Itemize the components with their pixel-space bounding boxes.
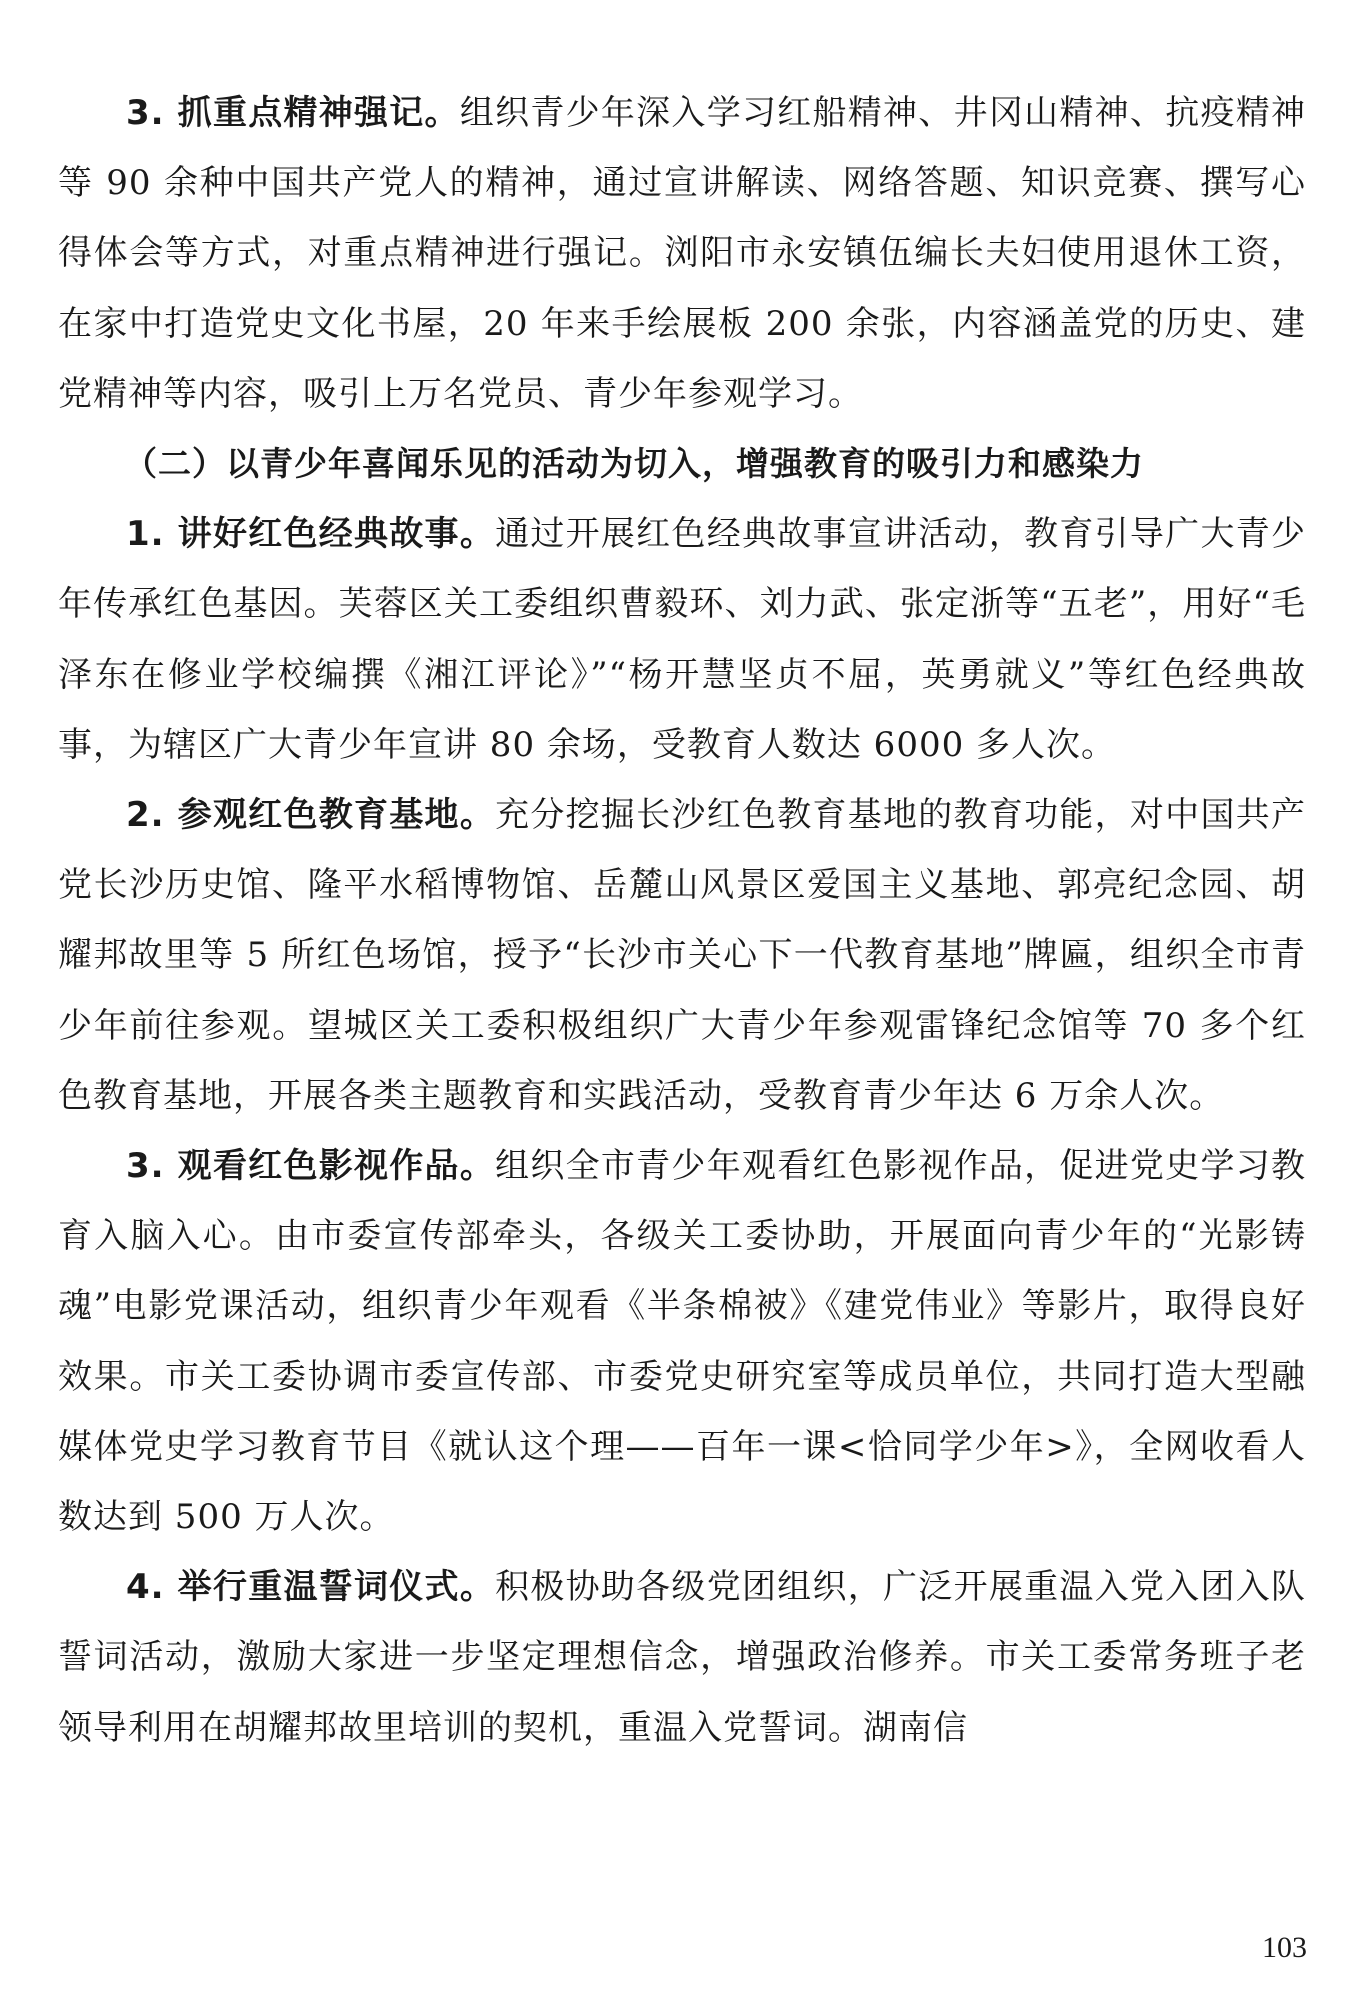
item-lead: 2. 参观红色教育基地。	[126, 795, 496, 836]
document-page	[58, 78, 1306, 1763]
item-lead: 3. 观看红色影视作品。	[126, 1146, 496, 1187]
page-number: 103	[1262, 1931, 1307, 1964]
item-body: 组织全市青少年观看红色影视作品，促进党史学习教育入脑入心。由市委宣传部牵头，各级关工委协助，开展面向青少年的“光影铸魂”电影党课活动，组织青少年观看《半条棉被》《建党伟业》等影片，取得良好效果。市关工委协调市委宣传部、市委党史研究室等成员单位，共同打造大型融媒体党史学习教育节目《就认这个理——百年一课<恰同学少年>》，全网收看人数达到 500 万人次。	[58, 1146, 1306, 1538]
item-body: 充分挖掘长沙红色教育基地的教育功能，对中国共产党长沙历史馆、隆平水稻博物馆、岳麓山风景区爱国主义基地、郭亮纪念园、胡耀邦故里等 5 所红色场馆，授予“长沙市关心下一代教育基地”牌匾，组织全市青少年前往参观。望城区关工委积极组织广大青少年参观雷锋纪念馆等 70 多个红色教育基地，开展各类主题教育和实践活动，受教育青少年达 6 万余人次。	[58, 795, 1306, 1116]
paragraph-body: 组织青少年深入学习红船精神、井冈山精神、抗疫精神等 90 余种中国共产党人的精神，通过宣讲解读、网络答题、知识竞赛、撰写心得体会等方式，对重点精神进行强记。浏阳市永安镇伍编长夫妇使用退休工资，在家中打造党史文化书屋，20 年来手绘展板 200 余张，内容涵盖党的历史、建党精神等内容，吸引上万名党员、青少年参观学习。	[58, 93, 1306, 414]
item-oath-ceremony	[58, 1552, 1306, 1763]
item-body: 通过开展红色经典故事宣讲活动，教育引导广大青少年传承红色基因。芙蓉区关工委组织曹毅环、刘力武、张定浙等“五老”，用好“毛泽东在修业学校编撰《湘江评论》”“杨开慧坚贞不屈，英勇就义”等红色经典故事，为辖区广大青少年宣讲 80 余场，受教育人数达 6000 多人次。	[58, 514, 1306, 765]
paragraph-key-spirit	[58, 78, 1306, 429]
item-red-films	[58, 1131, 1306, 1552]
item-body: 积极协助各级党团组织，广泛开展重温入党入团入队誓词活动，激励大家进一步坚定理想信念，增强政治修养。市关工委常务班子老领导利用在胡耀邦故里培训的契机，重温入党誓词。湖南信	[58, 1567, 1306, 1748]
item-red-education-bases	[58, 780, 1306, 1131]
item-lead: 4. 举行重温誓词仪式。	[126, 1567, 496, 1608]
item-lead: 1. 讲好红色经典故事。	[126, 514, 496, 555]
section-heading: （二）以青少年喜闻乐见的活动为切入，增强教育的吸引力和感染力	[124, 444, 1144, 484]
paragraph-lead: 3. 抓重点精神强记。	[126, 93, 460, 133]
item-red-classic-stories	[58, 499, 1306, 780]
